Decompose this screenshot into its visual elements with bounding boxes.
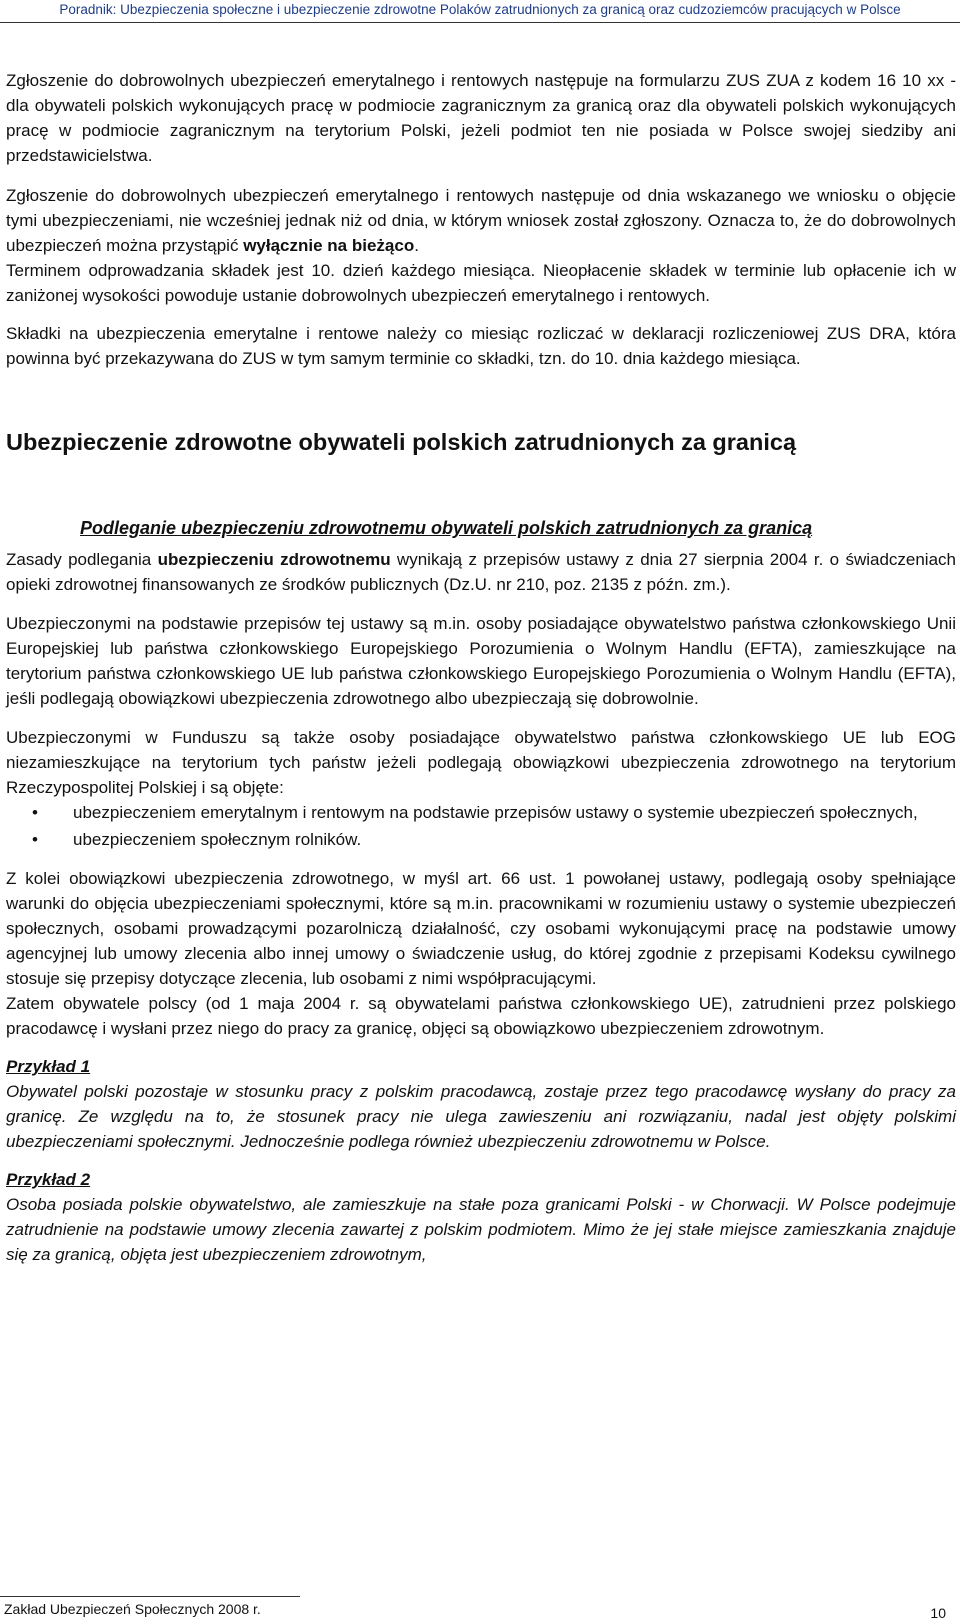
paragraph-termin-skladek: Terminem odprowadzania składek jest 10. dzień każdego miesiąca. Nieopłacenie składek w terminie lub opłacenie ich w zaniżonej wysokości powoduje ustanie dobrowolnych ubezpieczeń emerytalnego i rentowych. [6, 261, 956, 305]
running-header [0, 0, 960, 23]
bullet-icon: • [32, 830, 38, 849]
list-item [6, 800, 956, 825]
bullet-icon: • [32, 803, 38, 822]
list-item-text: ubezpieczeniem emerytalnym i rentowym na podstawie przepisów ustawy o systemie ubezpieczeń społecznych, [73, 803, 918, 822]
example-1-text: Obywatel polski pozostaje w stosunku pracy z polskim pracodawcą, zostaje przez tego pracodawcę wysłany do pracy za granicę. Ze względu na to, że stosunek pracy nie ulega zawieszeniu ani rozwiązaniu, nadal jest objęty polskimi ubezpieczeniami społecznymi. Jednocześnie podlega również ubezpieczeniu zdrowotnemu w Polsce. [6, 1082, 956, 1151]
document-body [6, 68, 956, 1267]
example-1-title: Przykład 1 [6, 1057, 91, 1076]
paragraph-text: Zgłoszenie do dobrowolnych ubezpieczeń emerytalnego i rentowych następuje od dnia wskazanego we wniosku o objęcie tymi ubezpieczeniami, nie wcześniej jednak niż od dnia, w którym wniosek został zgłoszony. Oznacza to, że do dobrowolnych ubezpieczeń można przystąpić [6, 186, 956, 255]
paragraph-text: Zasady podlegania [6, 550, 158, 569]
example-2-title: Przykład 2 [6, 1170, 91, 1189]
paragraph-zasady-podlegania [6, 547, 956, 597]
footer-divider [0, 1596, 300, 1597]
footer-publisher: Zakład Ubezpieczeń Społecznych 2008 r. [4, 1601, 261, 1617]
paragraph-ubezpieczonymi-w-funduszu: Ubezpieczonymi w Funduszu są także osoby posiadające obywatelstwo państwa członkowskiego UE lub EOG niezamieszkujące na terytorium tych państw jeżeli podlegają obowiązkowi ubezpieczenia zdrowotnego na terytorium Rzeczypospolitej Polskiej i są objęte: [6, 728, 956, 797]
paragraph-text: wynikają z przepisów ustawy z dnia 27 sierpnia 2004 r. o świadczeniach opieki zdrowotnej finansowanych ze środków publicznych (Dz.U. nr 210, poz. 2135 z późn. zm.). [6, 550, 956, 594]
paragraph-obywatele-polscy: Zatem obywatele polscy (od 1 maja 2004 r. są obywatelami państwa członkowskiego UE), zatrudnieni przez polskiego pracodawcę i wysłani przez niego do pracy za granicę, objęci są obowiązkowo ubezpieczeniem zdrowotnym. [6, 994, 956, 1038]
example-2-text: Osoba posiada polskie obywatelstwo, ale zamieszkuje na stałe poza granicami Polski - w Chorwacji. W Polsce podejmuje zatrudnienie na podstawie umowy zlecenia zawartej z polskim podmiotem. Mimo że jej stałe miejsce zamieszkania znajduje się za granicą, objęta jest ubezpieczeniem zdrowotnym, [6, 1195, 956, 1264]
list-item [6, 827, 956, 852]
paragraph-deklaracja-dra: Składki na ubezpieczenia emerytalne i rentowe należy co miesiąc rozliczać w deklaracji rozliczeniowej ZUS DRA, która powinna być przekazywana do ZUS w tym samym terminie co składki, tzn. do 10. dnia każdego miesiąca. [6, 324, 956, 368]
page-number: 10 [930, 1605, 946, 1621]
section-heading: Ubezpieczenie zdrowotne obywateli polskich zatrudnionych za granicą [6, 429, 797, 455]
paragraph-ubezpieczonymi: Ubezpieczonymi na podstawie przepisów tej ustawy są m.in. osoby posiadające obywatelstwo państwa członkowskiego Unii Europejskiej lub państwa członkowskiego Europejskiego Porozumienia o Wolnym Handlu (EFTA), zamieszkujące na terytorium państwa członkowskiego UE lub państwa członkowskiego Europejskiego Porozumienia o Wolnym Handlu (EFTA), jeśli podlegają obowiązkowi ubezpieczenia zdrowotnego albo ubezpieczają się dobrowolnie. [6, 614, 956, 708]
emphasis-ubezpieczeniu-zdrowotnemu: ubezpieczeniu zdrowotnemu [157, 550, 391, 569]
emphasis-wylacznie-na-biezaco: wyłącznie na bieżąco [243, 236, 415, 255]
paragraph-zgloszenie-formularz: Zgłoszenie do dobrowolnych ubezpieczeń emerytalnego i rentowych następuje na formularzu ZUS ZUA z kodem 16 10 xx - dla obywateli polskich wykonujących pracę w podmiocie zagranicznym za granicą oraz dla obywateli polskich wykonujących pracę w podmiocie zagranicznym na terytorium Polski, jeżeli podmiot ten nie posiada w Polsce swojej siedziby ani przedstawicielstwa. [6, 71, 956, 165]
bullet-list [6, 800, 956, 852]
header-title: Poradnik: Ubezpieczenia społeczne i ubezpieczenie zdrowotne Polaków zatrudnionych za granicą oraz cudzoziemców pracujących w Polsce [59, 2, 901, 17]
paragraph-zgloszenie-termin [6, 183, 956, 258]
paragraph-text: . [414, 236, 419, 255]
subsection-heading: Podleganie ubezpieczeniu zdrowotnemu obywateli polskich zatrudnionych za granicą [80, 518, 813, 538]
list-item-text: ubezpieczeniem społecznym rolników. [73, 830, 362, 849]
paragraph-obowiazek-ubezpieczenia: Z kolei obowiązkowi ubezpieczenia zdrowotnego, w myśl art. 66 ust. 1 powołanej ustawy, podlegają osoby spełniające warunki do objęcia ubezpieczeniami społecznymi, które są m.in. pracownikami w rozumieniu ustawy o systemie ubezpieczeń społecznych, osobami prowadzącymi pozarolniczą działalność, czy osobami wykonującymi pracę na podstawie umowy agencyjnej lub umowy zlecenia albo innej umowy o świadczenie usług, do której zgodnie z przepisami Kodeksu cywilnego stosuje się przepisy dotyczące zlecenia, lub osobami z nimi współpracującymi. [6, 869, 956, 988]
